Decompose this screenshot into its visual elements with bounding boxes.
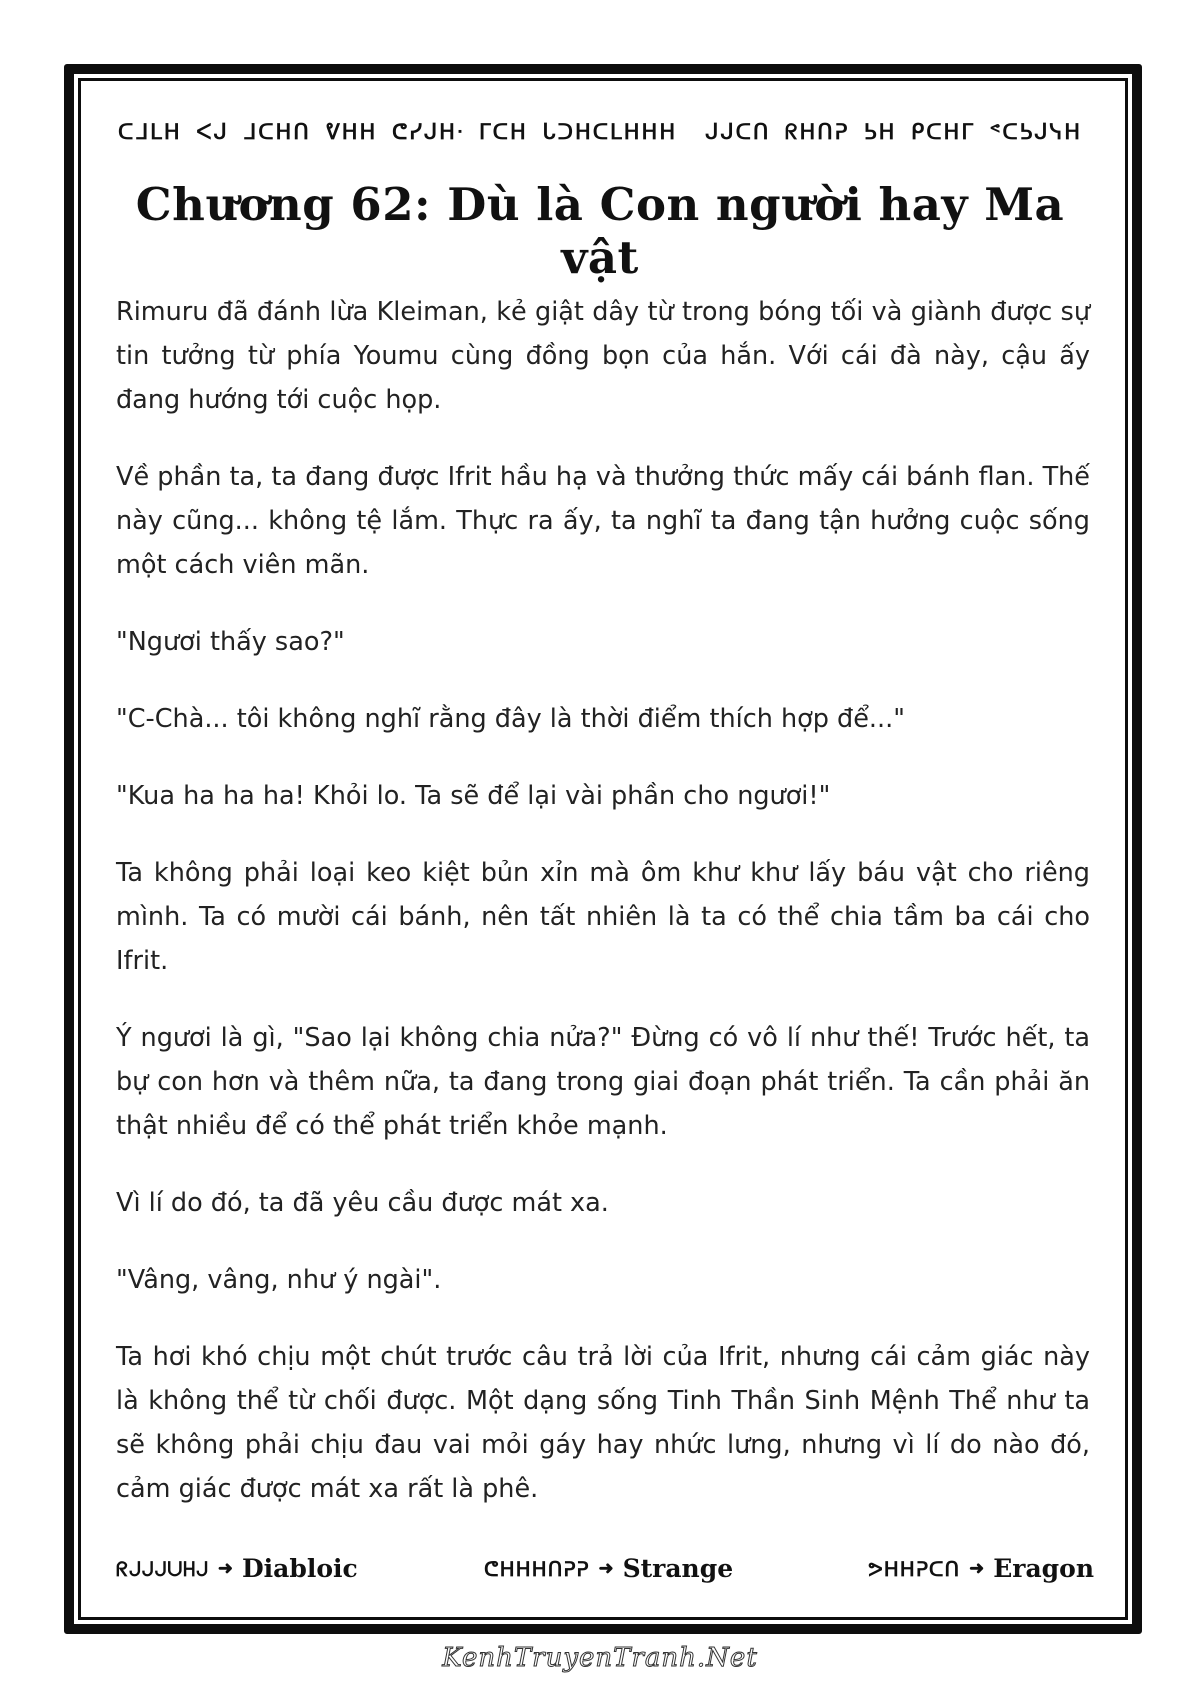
legend-label: Diabloic: [241, 1554, 358, 1583]
legend-label: Strange: [622, 1554, 734, 1583]
legend-item-eragon: [868, 1554, 1094, 1583]
paragraph: Rimuru đã đánh lừa Kleiman, kẻ giật dây từ trong bóng tối và giành được sự tin tưởng từ phía Youmu cùng đồng bọn của hắn. Với cái đà này, cậu ấy đang hướng tới cuộc họp.: [116, 297, 1090, 415]
paragraph: "C-Chà... tôi không nghĩ rằng đây là thời điểm thích hợp để...": [116, 704, 905, 734]
paragraph: Về phần ta, ta đang được Ifrit hầu hạ và thưởng thức mấy cái bánh flan. Thế này cũng... không tệ lắm. Thực ra ấy, ta nghĩ ta đang tận hưởng cuộc sống một cách viên mãn.: [116, 462, 1090, 580]
header-glyph-right: ᒍᒍᑕᑎ ᖇᕼᑎᕈ ᕊᕼ ᑭᑕᕼᒥ ᕝᑕᕊᒍᓭᕼ: [705, 120, 1082, 144]
chapter-title: Chương 62: Dù là Con người hay Ma vật: [135, 178, 1065, 284]
legend-item-strange: [484, 1554, 733, 1583]
glyph-legend: [116, 1554, 1094, 1588]
paragraph: "Kua ha ha ha! Khỏi lo. Ta sẽ để lại vài phần cho ngươi!": [116, 781, 831, 811]
arrow-right-icon: ➜: [969, 1558, 985, 1579]
chapter-body: [116, 290, 1090, 1544]
legend-glyph: ᖇᒍᒍᒍᑌᕼᒍ: [116, 1556, 209, 1581]
paragraph: "Vâng, vâng, như ý ngài".: [116, 1265, 442, 1295]
arrow-right-icon: ➜: [217, 1558, 233, 1579]
legend-glyph: ᕦᕼᕼᕼᑎᕈᕈ: [484, 1556, 590, 1581]
paragraph: Ta không phải loại keo kiệt bủn xỉn mà ôm khư khư lấy báu vật cho riêng mình. Ta có mười cái bánh, nên tất nhiên là ta có thể chia tầm ba cái cho Ifrit.: [116, 858, 1090, 976]
legend-label: Eragon: [993, 1554, 1094, 1583]
paragraph: "Ngươi thấy sao?": [116, 627, 345, 657]
header-glyph-left: ᑕᒧᒪᕼ ᐸᒍ ᒧᑕᕼᑎ ᕓᕼᕼ ᕦᓯᒍᕼᐧ ᒥᑕᕼ ᒐᑐᕼᑕᒪᕼᕼᕼ: [118, 120, 678, 144]
paragraph: Ý ngươi là gì, "Sao lại không chia nửa?" Đừng có vô lí như thế! Trước hết, ta bự con hơn và thêm nữa, ta đang trong giai đoạn phát triển. Ta cần phải ăn thật nhiều để có thể phát triển khỏe mạnh.: [116, 1023, 1090, 1141]
paragraph: Ta hơi khó chịu một chút trước câu trả lời của Ifrit, nhưng cái cảm giác này là không thể từ chối được. Một dạng sống Tinh Thần Sinh Mệnh Thể như ta sẽ không phải chịu đau vai mỏi gáy hay nhức lưng, nhưng vì lí do nào đó, cảm giác được mát xa rất là phê.: [116, 1342, 1090, 1504]
legend-glyph: ᕗᕼᕼᕈᑕᑎ: [868, 1556, 961, 1581]
site-watermark: KenhTruyenTranh.Net: [442, 1643, 758, 1673]
paragraph: Vì lí do đó, ta đã yêu cầu được mát xa.: [116, 1188, 609, 1218]
header-glyph-row: [118, 120, 1082, 150]
arrow-right-icon: ➜: [598, 1558, 614, 1579]
legend-item-diabloic: [116, 1554, 358, 1583]
